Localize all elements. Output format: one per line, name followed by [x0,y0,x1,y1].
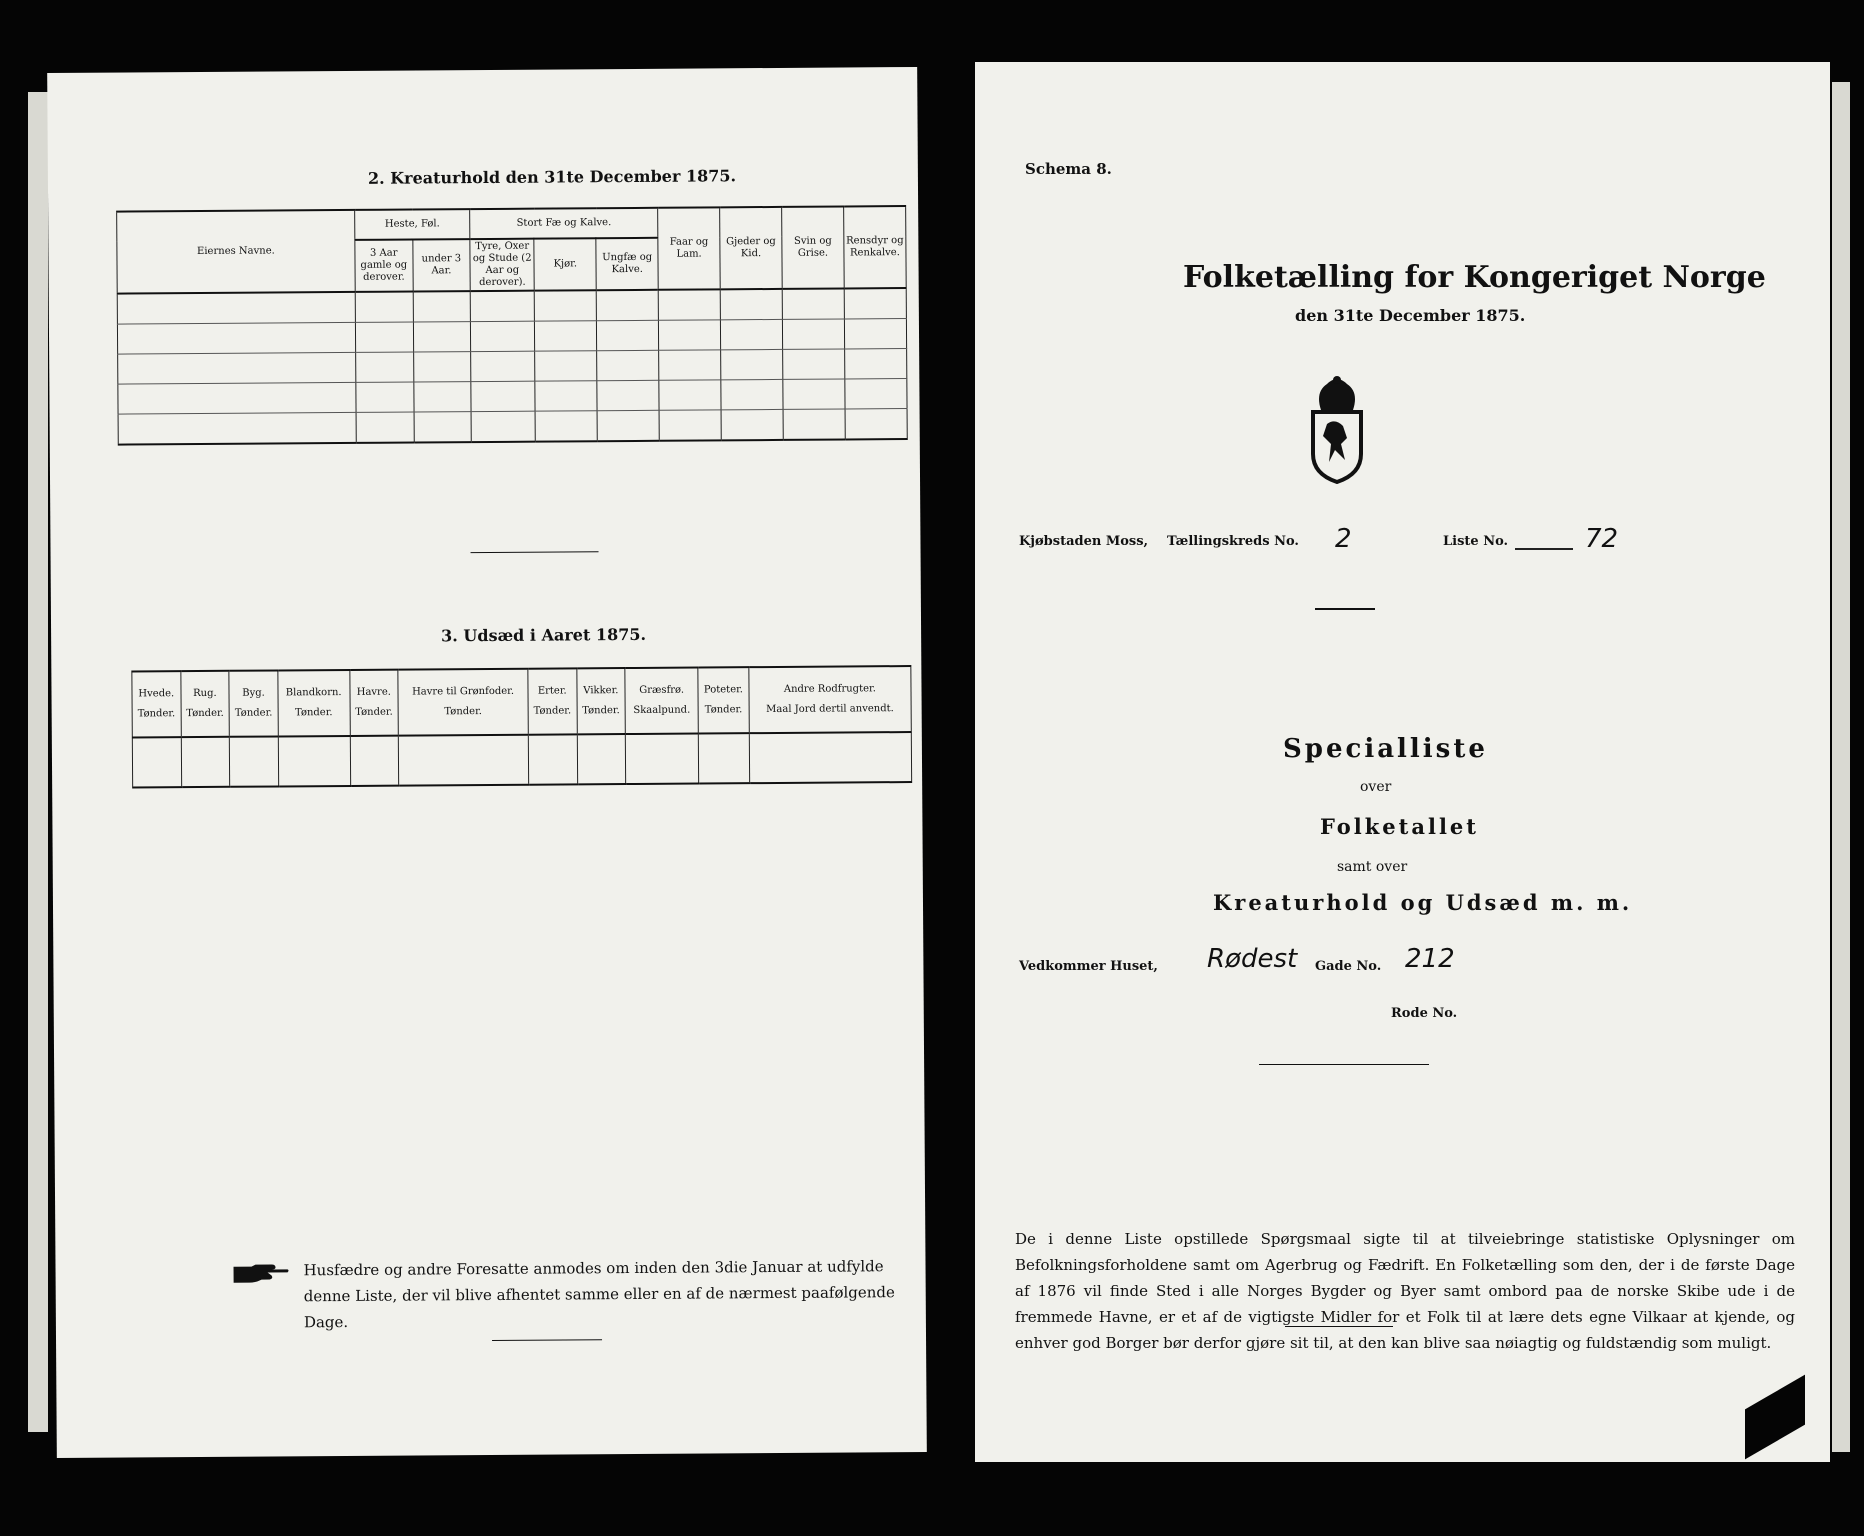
sowing-col-2 [229,670,278,736]
sowing-col-name: Andre Rodfrugter. [783,683,876,695]
sowing-col-8 [625,668,698,735]
table-row [118,409,907,445]
table-cell [749,732,912,783]
sowing-col-1 [180,671,229,737]
col-bulls: Tyre, Oxer og Stude (2 Aar og derover). [470,239,534,291]
sowing-col-name: Rug. [193,687,217,700]
col-group-cattle: Stort Fæ og Kalve. [470,208,658,239]
sowing-header-row [132,666,911,737]
sowing-col-name: Poteter. [703,684,744,696]
col-owner: Eiernes Navne. [117,210,356,294]
sowing-col-name: Byg. [242,687,265,699]
struck-value [1515,528,1573,550]
kreds-value: 2 [1335,524,1352,554]
intro-paragraph: De i denne Liste opstillede Spørgsmaal sigte til at tilveiebringe statistiske Oplysninger om Befolkningsforholdene samt om Agerbrug og Fædrift. En Folketælling som den, der i de første Dage af 1876 vil finde Sted i alle Norges Bygder og Byer samt ombord paa de norske Skibe ude i de fremmede Havne, er et af de vigtigste Midler for et Folk til at lære dets egne Vilkaar at kjende, og enhver god Borger bør derfor gjøre sit til, at den kan blive saa nøiagtig og fuldstændig som muligt. [1015,1230,1795,1352]
livestock-table [116,205,908,446]
sowing-col-unit: Tønder. [186,707,224,720]
col-goats: Gjeder og Kid. [720,207,783,289]
sowing-col-9 [698,667,749,733]
coat-of-arms-icon [1307,374,1367,484]
divider [1285,1326,1393,1327]
sowing-col-unit: Tønder. [355,706,393,718]
table-cell [350,736,399,786]
sowing-col-4 [349,670,398,736]
col-horse-young: under 3 Aar. [412,239,470,291]
gade-value: 212 [1405,944,1455,974]
sowing-col-unit: Tønder. [582,705,620,717]
sowing-col-0 [132,671,181,737]
sowing-col-6 [528,668,577,734]
folketallet-label: Folketallet [1320,814,1479,839]
sowing-col-unit: Maal Jord dertil anvendt. [766,703,894,716]
table-cell [132,737,181,787]
divider [1259,1064,1429,1065]
col-group-horses: Heste, Føl. [355,209,470,240]
corner-shadow [1745,1375,1805,1460]
rode-label: Rode No. [1391,1006,1458,1021]
schema-label: Schema 8. [1025,160,1112,178]
sowing-col-name: Havre. [356,686,391,698]
sowing-col-3 [278,670,350,736]
sowing-col-10 [749,666,912,733]
kjobstad-label: Kjøbstaden Moss, [1019,534,1149,549]
col-pigs: Svin og Grise. [782,206,845,288]
street-name: Rødest [1207,944,1298,974]
divider [471,551,599,553]
left-page [47,67,927,1458]
table-cell [698,733,749,783]
sowing-col-name: Erter. [537,685,567,697]
sowing-col-name: Hvede. [138,688,175,700]
section3-title: 3. Udsæd i Aaret 1875. [441,624,647,646]
sowing-col-unit: Skaalpund. [633,704,691,716]
col-sheep: Faar og Lam. [658,207,721,289]
census-title: Folketælling for Kongeriget Norge [1183,260,1766,295]
census-subtitle: den 31te December 1875. [1295,306,1526,325]
samt-over-label: samt over [1337,859,1408,875]
sowing-col-name: Havre til Grønfoder. [412,685,515,698]
kreds-label: Tællingskreds No. [1167,534,1299,549]
table-cell [528,734,577,784]
table-cell [181,737,230,787]
pointing-hand-icon [231,1262,289,1284]
liste-label: Liste No. [1443,534,1509,549]
sowing-col-unit: Tønder. [704,704,743,716]
table-cell [278,736,350,786]
divider [1315,608,1375,610]
page-stack-edge-right [1832,82,1850,1452]
sowing-col-unit: Tønder. [295,707,333,719]
sowing-col-unit: Tønder. [533,705,572,717]
col-cows: Kjør. [534,238,596,290]
kreaturhold-label: Kreaturhold og Udsæd m. m. [1213,890,1633,915]
col-horse-old: 3 Aar gamle og derover. [355,240,413,292]
notice-text: Husfædre og andre Foresatte anmodes om inden den 3die Januar at udfylde denne Liste, der vil blive afhentet samme eller en af de nærmest paafølgende Dage. [303,1257,895,1332]
col-reindeer: Rensdyr og Renkalve. [844,206,907,288]
sowing-table [131,665,912,788]
sowing-col-unit: Tønder. [444,706,482,718]
liste-value: 72 [1585,524,1619,554]
sowing-col-7 [576,668,625,734]
table-cell [625,734,698,785]
vedkommer-label: Vedkommer Huset, [1019,959,1158,974]
sowing-col-unit: Tønder. [137,708,176,720]
sowing-col-name: Vikker. [583,685,619,697]
sowing-col-name: Græsfrø. [639,684,685,696]
sowing-col-5 [398,669,528,736]
divider [492,1339,602,1341]
col-young-cattle: Ungfæ og Kalve. [596,238,658,290]
over-label: over [1360,779,1392,795]
sowing-col-name: Blandkorn. [285,687,342,699]
table-row [132,732,911,787]
gade-label: Gade No. [1315,959,1382,974]
section2-title: 2. Kreaturhold den 31te December 1875. [367,166,737,188]
sowing-col-unit: Tønder. [234,707,273,719]
table-cell [398,735,528,786]
table-cell [230,736,279,786]
right-page [975,62,1830,1462]
page-stack-edge-left [28,92,48,1432]
table-cell [577,734,626,784]
specialliste-title: Specialliste [1283,734,1488,764]
